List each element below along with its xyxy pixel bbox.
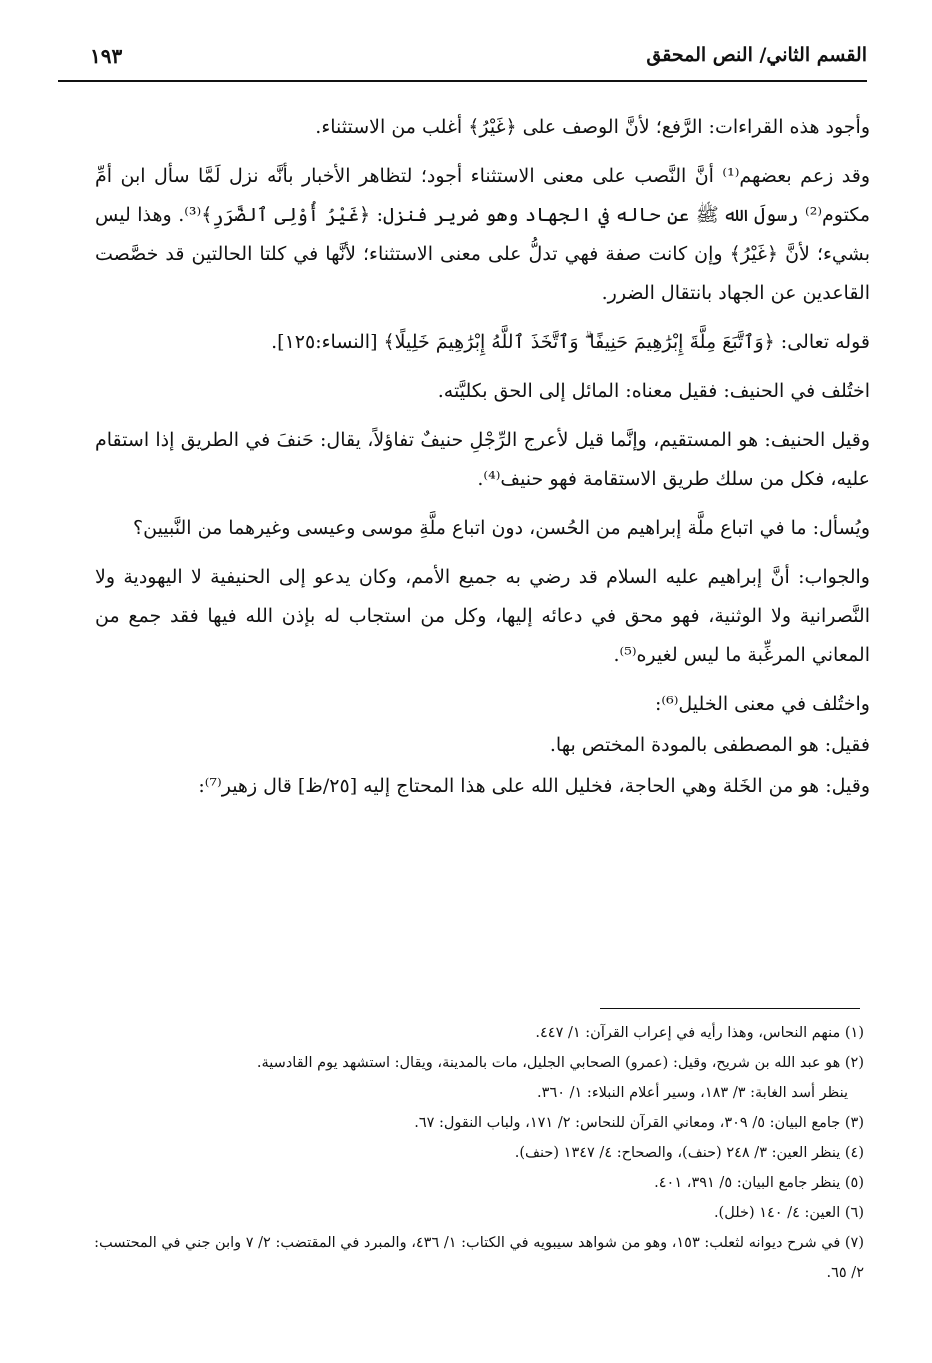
paragraph: اختُلف في الحنيف: فقيل معناه: المائل إلى الحق بكليَّته. bbox=[437, 380, 870, 402]
footnote: (٧) في شرح ديوانه لثعلب: ١٥٣، وهو من شواهد سيبويه في الكتاب: ١/ ٤٣٦، والمبرد في المقتضب: ٢/ ٧ وابن جني في المحتسب: ٢/ ٦٥. bbox=[94, 1235, 864, 1281]
running-title: القسم الثاني/ النص المحقق bbox=[646, 44, 867, 66]
footnote: (٦) العين: ٤/ ١٤٠ (خلل). bbox=[713, 1205, 864, 1221]
paragraph: والجواب: أنَّ إبراهيم عليه السلام قد رضي به جميع الأمم، وكان يدعو إلى الحنيفية لا اليهودية ولا النَّصرانية ولا الوثنية، فهو محق في دعائه إليها، وكل من استجاب له بإذن الله فيها فقد جمع من المعاني المرغِّبة ما ليس لغيره⁽⁵⁾. bbox=[95, 566, 870, 666]
footnote: (١) منهم النحاس، وهذا رأيه في إعراب القرآن: ١/ ٤٤٧. bbox=[535, 1025, 864, 1041]
paragraph: فقيل: هو المصطفى بالمودة المختص بها. bbox=[549, 734, 870, 756]
paragraph: واختُلف في معنى الخليل⁽⁶⁾: bbox=[655, 693, 870, 715]
header-rule bbox=[58, 80, 867, 82]
footnote-separator bbox=[600, 1008, 860, 1009]
paragraph: قوله تعالى: ﴿وَٱتَّبَعَ مِلَّةَ إِبْرَٰهِيمَ حَنِيفًا ۗ وَٱتَّخَذَ ٱللَّهُ إِبْرَٰهِيمَ خَلِيلًا﴾ [النساء:١٢٥]. bbox=[271, 331, 870, 353]
footnotes bbox=[92, 1018, 864, 1288]
page-number: ١٩٣ bbox=[90, 44, 123, 68]
paragraph: وقيل: هو من الخَلة وهي الحاجة، فخليل الله على هذا المحتاج إليه [٢٥/ظ] قال زهير⁽⁷⁾: bbox=[198, 775, 870, 797]
paragraph: ويُسأل: ما في اتباع ملَّة إبراهيم من الحُسن، دون اتباع ملَّةِ موسى وعيسى وغيرهما من النَّبيين؟ bbox=[133, 517, 870, 539]
footnote: (٣) جامع البيان: ٥/ ٣٠٩، ومعاني القرآن للنحاس: ٢/ ١٧١، ولباب النقول: ٦٧. bbox=[414, 1115, 864, 1131]
main-text bbox=[95, 108, 870, 816]
running-header bbox=[90, 44, 867, 74]
footnote: (٤) ينظر العين: ٣/ ٢٤٨ (حنف)، والصحاح: ٤/ ١٣٤٧ (حنف). bbox=[514, 1145, 864, 1161]
footnote-continuation: ينظر أسد الغابة: ٣/ ١٨٣، وسير أعلام النبلاء: ١/ ٣٦٠. bbox=[537, 1085, 848, 1101]
paragraph: وقد زعم بعضهم⁽¹⁾ أنَّ النَّصب على معنى الاستثناء أجود؛ لتظاهر الأخبار بأنَّه نزل لَمَّا سأل ابن أمِّ مكتوم⁽²⁾ رسولَ الله ﷺ عن حاله في الجهاد وهو ضرير فنزل: ﴿غَيْرُ أُوْلِى ٱلضَّرَرِ﴾⁽³⁾. وهذا ليس بشيء؛ لأنَّ ﴿غَيْرُ﴾ وإن كانت صفة فهي تدلُّ على معنى الاستثناء؛ لأنَّها في كلتا الحالتين قد خصَّصت القاعدين عن الجهاد بانتقال الضرر. bbox=[95, 165, 871, 304]
footnote: (٢) هو عبد الله بن شريح، وقيل: (عمرو) الصحابي الجليل، مات بالمدينة، ويقال: استشهد يوم القادسية. bbox=[256, 1055, 864, 1071]
paragraph: وقيل الحنيف: هو المستقيم، وإنَّما قيل لأعرج الرِّجْلِ حنيفٌ تفاؤلاً، يقال: حَنفَ في الطريق إذا استقام عليه، فكل من سلك طريق الاستقامة فهو حنيف⁽⁴⁾. bbox=[95, 429, 870, 490]
footnote: (٥) ينظر جامع البيان: ٥/ ٣٩١، ٤٠١. bbox=[654, 1175, 864, 1191]
paragraph: وأجود هذه القراءات: الرَّفع؛ لأنَّ الوصف على ﴿غَيْرُ﴾ أغلب من الاستثناء. bbox=[315, 116, 870, 138]
